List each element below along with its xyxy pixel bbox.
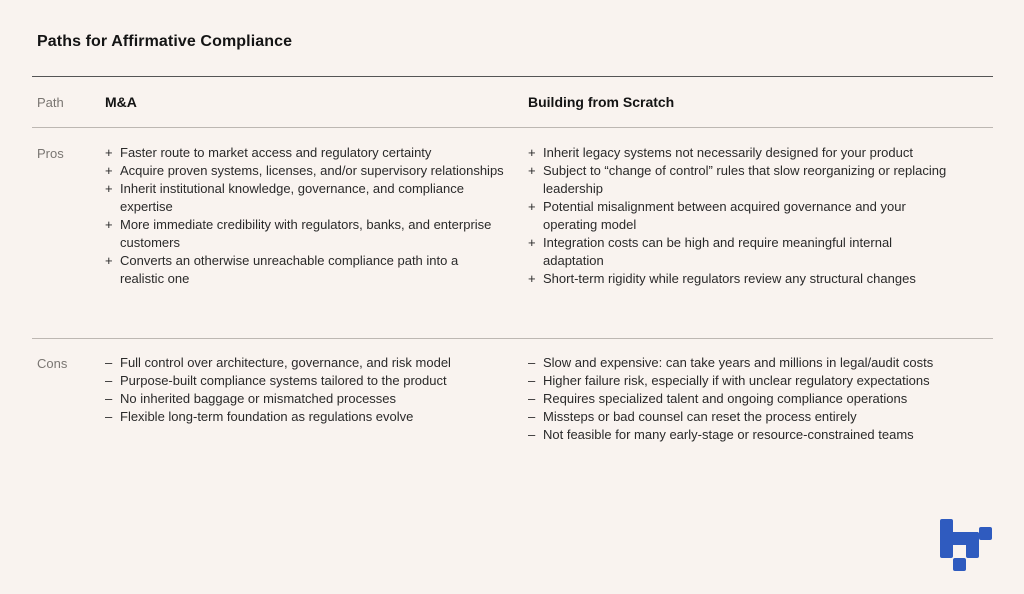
list-item <box>105 216 505 252</box>
list-item-text: Inherit institutional knowledge, governance, and compliance expertise <box>120 181 464 214</box>
bullet-marker: – <box>528 427 536 442</box>
list-item <box>105 390 505 408</box>
list-item <box>105 354 505 372</box>
bullet-marker: + <box>105 217 113 232</box>
bullet-marker: – <box>528 373 536 388</box>
row-label-path: Path <box>37 95 64 110</box>
cons-ma-list <box>105 354 505 426</box>
list-item-text: Missteps or bad counsel can reset the process entirely <box>543 409 857 424</box>
list-item <box>105 408 505 426</box>
list-item-text: Converts an otherwise unreachable compliance path into a realistic one <box>120 253 459 286</box>
row-divider <box>32 338 993 339</box>
list-item-text: Full control over architecture, governance, and risk model <box>120 355 451 370</box>
list-item <box>105 180 505 216</box>
bullet-marker: + <box>528 271 536 286</box>
list-item-text: Integration costs can be high and require meaningful internal adaptation <box>543 235 893 268</box>
bullet-marker: – <box>105 373 113 388</box>
row-label-cons: Cons <box>37 356 68 371</box>
list-item-text: Short-term rigidity while regulators review any structural changes <box>543 271 916 286</box>
list-item <box>528 270 948 288</box>
bullet-marker: – <box>528 391 536 406</box>
list-item <box>528 198 948 234</box>
page-title: Paths for Affirmative Compliance <box>37 33 293 50</box>
list-item-text: Purpose-built compliance systems tailored to the product <box>120 373 447 388</box>
list-item-text: No inherited baggage or mismatched processes <box>120 391 397 406</box>
bullet-marker: – <box>528 355 536 370</box>
list-item <box>105 144 505 162</box>
bullet-marker: + <box>528 235 536 250</box>
list-item <box>105 252 505 288</box>
list-item <box>528 390 948 408</box>
list-item <box>528 162 948 198</box>
list-item-text: Potential misalignment between acquired governance and your operating model <box>543 199 906 232</box>
list-item-text: More immediate credibility with regulators, banks, and enterprise customers <box>120 217 492 250</box>
bullet-marker: + <box>528 199 536 214</box>
bullet-marker: – <box>105 409 113 424</box>
bullet-marker: + <box>528 145 536 160</box>
list-item <box>528 408 948 426</box>
list-item <box>105 372 505 390</box>
row-label-pros: Pros <box>37 146 64 161</box>
column-header-ma: M&A <box>105 94 137 110</box>
list-item <box>105 162 505 180</box>
pros-ma-list <box>105 144 505 288</box>
bullet-marker: + <box>105 181 113 196</box>
block-logo-icon <box>940 519 993 571</box>
row-divider <box>32 127 993 128</box>
list-item-text: Slow and expensive: can take years and millions in legal/audit costs <box>543 355 934 370</box>
list-item-text: Acquire proven systems, licenses, and/or supervisory relationships <box>120 163 504 178</box>
list-item-text: Faster route to market access and regulatory certainty <box>120 145 432 160</box>
bullet-marker: + <box>105 163 113 178</box>
bullet-marker: – <box>105 355 113 370</box>
cons-scratch-list <box>528 354 948 444</box>
bullet-marker: + <box>105 145 113 160</box>
list-item <box>528 144 948 162</box>
list-item <box>528 372 948 390</box>
list-item <box>528 354 948 372</box>
column-header-scratch: Building from Scratch <box>528 94 675 110</box>
pros-scratch-list <box>528 144 948 288</box>
list-item-text: Higher failure risk, especially if with unclear regulatory expectations <box>543 373 930 388</box>
list-item-text: Flexible long-term foundation as regulations evolve <box>120 409 414 424</box>
bullet-marker: – <box>528 409 536 424</box>
bullet-marker: + <box>105 253 113 268</box>
list-item-text: Inherit legacy systems not necessarily designed for your product <box>543 145 913 160</box>
list-item-text: Not feasible for many early-stage or resource-constrained teams <box>543 427 914 442</box>
bullet-marker: + <box>528 163 536 178</box>
list-item-text: Subject to “change of control” rules that slow reorganizing or replacing leadership <box>543 163 947 196</box>
list-item-text: Requires specialized talent and ongoing compliance operations <box>543 391 908 406</box>
list-item <box>528 234 948 270</box>
header-divider <box>32 76 993 77</box>
bullet-marker: – <box>105 391 113 406</box>
list-item <box>528 426 948 444</box>
